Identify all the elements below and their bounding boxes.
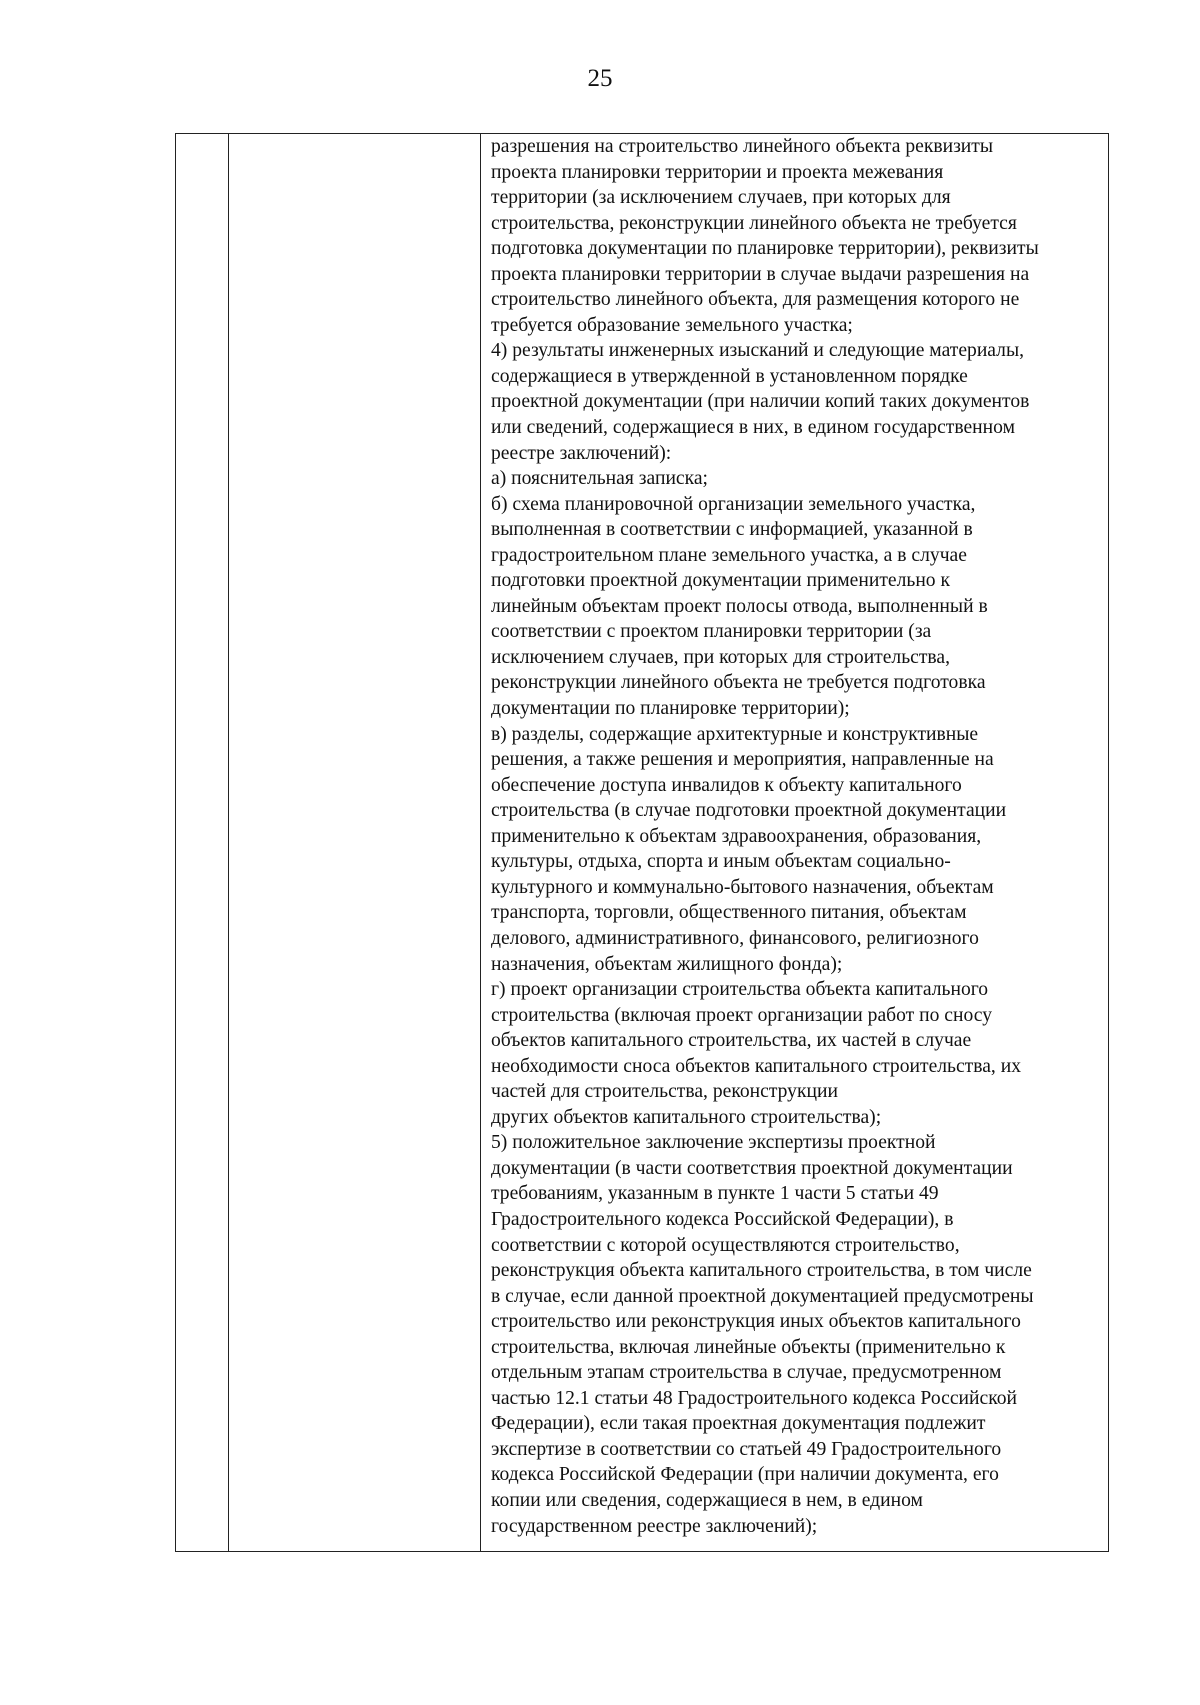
text-line: частью 12.1 статьи 48 Градостроительного кодекса Российской — [491, 1387, 1017, 1409]
text-line: экспертизе в соответствии со статьей 49 Градостроительного — [491, 1438, 1002, 1460]
text-line: линейным объектам проект полосы отвода, выполненный в — [491, 595, 988, 617]
text-line: реестре заключений): — [491, 442, 672, 464]
table-cell-name — [229, 134, 481, 1551]
text-line: требуется образование земельного участка; — [491, 314, 853, 336]
text-line: строительство линейного объекта, для размещения которого не — [491, 289, 1020, 311]
text-line: подготовки проектной документации применительно к — [491, 570, 951, 592]
text-line: объектов капитального строительства, их частей в случае — [491, 1030, 972, 1052]
text-line: или сведений, содержащиеся в них, в едином государственном — [491, 417, 1015, 439]
text-line: отдельным этапам строительства в случае, предусмотренном — [491, 1362, 1002, 1384]
text-line: исключением случаев, при которых для строительства, — [491, 646, 950, 668]
text-line: 4) результаты инженерных изысканий и следующие материалы, — [491, 340, 1025, 362]
text-line: Градостроительного кодекса Российской Федерации), в — [491, 1208, 954, 1230]
text-line: б) схема планировочной организации земельного участка, — [491, 493, 976, 515]
text-line: содержащиеся в утвержденной в установленном порядке — [491, 365, 968, 387]
text-line: документации (в части соответствия проектной документации — [491, 1157, 1013, 1179]
text-line: копии или сведения, содержащиеся в нем, в едином — [491, 1489, 923, 1511]
text-line: реконструкции линейного объекта не требуется подготовка — [491, 672, 986, 694]
table-cell-number — [176, 134, 229, 1551]
table-cell-content — [481, 134, 1108, 1551]
text-line: обеспечение доступа инвалидов к объекту капитального — [491, 774, 962, 796]
text-line: транспорта, торговли, общественного питания, объектам — [491, 902, 967, 924]
text-line: а) пояснительная записка; — [491, 468, 708, 490]
text-line: строительства, реконструкции линейного объекта не требуется — [491, 212, 1017, 234]
text-line: строительства, включая линейные объекты (применительно к — [491, 1336, 1006, 1358]
text-line: частей для строительства, реконструкции — [491, 1081, 838, 1103]
text-line: необходимости сноса объектов капитального строительства, их — [491, 1055, 1022, 1077]
text-line: делового, административного, финансового, религиозного — [491, 927, 979, 949]
text-line: кодекса Российской Федерации (при наличии документа, его — [491, 1464, 999, 1486]
text-line: строительства (в случае подготовки проектной документации — [491, 800, 1007, 822]
text-line: Федерации), если такая проектная документация подлежит — [491, 1413, 986, 1435]
text-line: проектной документации (при наличии копий таких документов — [491, 391, 1030, 413]
text-line: реконструкция объекта капитального строительства, в том числе — [491, 1260, 1032, 1282]
text-line: выполненная в соответствии с информацией, указанной в — [491, 519, 973, 541]
cell-text — [491, 134, 1098, 1539]
text-line: соответствии с которой осуществляются строительство, — [491, 1234, 960, 1256]
text-line: строительство или реконструкция иных объектов капитального — [491, 1311, 1021, 1333]
text-line: решения, а также решения и мероприятия, направленные на — [491, 749, 994, 771]
text-line: 5) положительное заключение экспертизы проектной — [491, 1132, 936, 1154]
text-line: назначения, объектам жилищного фонда); — [491, 953, 843, 975]
text-line: государственном реестре заключений); — [491, 1515, 818, 1537]
text-line: применительно к объектам здравоохранения, образования, — [491, 825, 982, 847]
text-line: в) разделы, содержащие архитектурные и конструктивные — [491, 723, 979, 745]
text-line: территории (за исключением случаев, при которых для — [491, 187, 951, 209]
text-line: культуры, отдыха, спорта и иным объектам социально- — [491, 851, 951, 873]
text-line: проекта планировки территории в случае выдачи разрешения на — [491, 263, 1030, 285]
text-line: г) проект организации строительства объекта капитального — [491, 979, 989, 1001]
text-line: требованиям, указанным в пункте 1 части 5 статьи 49 — [491, 1183, 939, 1205]
text-line: других объектов капитального строительства); — [491, 1106, 882, 1128]
text-line: строительства (включая проект организации работ по сносу — [491, 1004, 992, 1026]
text-line: соответствии с проектом планировки территории (за — [491, 621, 932, 643]
text-line: градостроительном плане земельного участка, а в случае — [491, 544, 967, 566]
text-line: культурного и коммунально-бытового назначения, объектам — [491, 876, 994, 898]
text-line: подготовка документации по планировке территории), реквизиты — [491, 238, 1039, 260]
text-line: в случае, если данной проектной документацией предусмотрены — [491, 1285, 1034, 1307]
text-line: документации по планировке территории); — [491, 698, 850, 720]
page-number: 25 — [587, 65, 613, 92]
text-line: проекта планировки территории и проекта межевания — [491, 161, 944, 183]
text-line: разрешения на строительство линейного объекта реквизиты — [491, 136, 994, 157]
document-table — [175, 133, 1109, 1552]
